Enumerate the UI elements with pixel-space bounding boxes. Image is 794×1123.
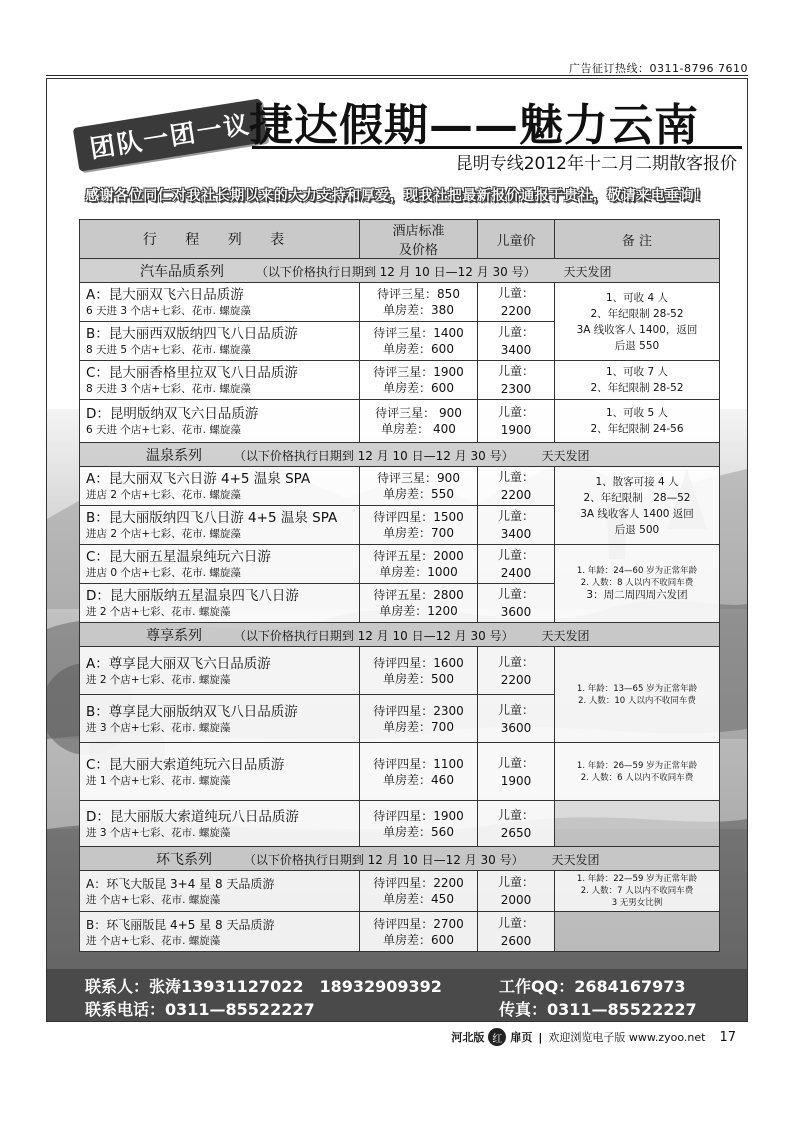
header-hotel [360,220,478,259]
route-name: C：昆大丽大索道纯玩六日品质游 [86,756,285,773]
route-desc: 进 2 个店+七彩、花市. 螺旋藻 [86,673,231,686]
remark-line: 后退 500 [614,523,660,536]
child-price: 2200 [500,672,532,687]
remark-line: 1、可收 5 人 [605,407,669,419]
table-row [80,743,720,801]
hotel-price: 待评四星：2300 [373,703,464,718]
route-desc: 8 天进 3 个店+七彩、花市. 螺旋藻 [86,383,251,395]
hotel-price: 待评四星：1600 [373,655,464,670]
route-desc: 6 天进 个店+七彩、花市. 螺旋藻 [86,424,241,436]
remark-line: 2. 人数：10 人以内不收同车费 [578,695,696,706]
single-supplement: 单房差：560 [383,824,454,839]
route-name: B：环飞丽版昆 4+5 星 8 天品质游 [86,917,275,932]
hotel-price: 待评三星：850 [377,287,460,301]
price-table [79,219,720,952]
child-label: 儿童： [497,755,534,770]
publication-logo-icon: 红 [488,1028,506,1046]
single-supplement: 单房差：600 [383,342,454,356]
child-label: 儿童： [497,915,534,930]
route-desc: 8 天进 5 个店+七彩、花市. 螺旋藻 [86,344,251,356]
hotel-price: 待评四星：2700 [373,916,464,931]
section-header [80,847,720,871]
child-price: 2600 [500,933,532,948]
table-row [80,361,720,400]
hotel-price: 待评四星：1100 [373,756,464,771]
hotel-price: 待评四星：1500 [373,510,464,524]
remark-line: 2、年纪限制 28-52 [590,382,684,394]
table-row [80,912,720,952]
route-name: C：昆大丽香格里拉双飞八日品质游 [86,365,298,381]
footer-page-name: 扉页 [510,1031,533,1044]
table-row [80,283,720,322]
section-depart: 天天发团 [541,448,590,463]
route-desc: 进 2 个店+七彩、花市. 螺旋藻 [86,606,231,618]
single-supplement: 单房差：1200 [379,604,458,618]
child-price: 2400 [500,566,532,580]
remark-cell [555,647,720,743]
hotel-price: 待评三星：1400 [373,326,464,340]
remark-line: 2. 人数：7 人以内不收同车费 [580,886,694,896]
child-label: 儿童： [497,587,534,601]
remark-cell [555,545,720,623]
section-depart: 天天发团 [551,852,600,867]
section-header [80,623,720,647]
section-depart: 天天发团 [563,264,612,279]
child-price: 3600 [500,720,532,735]
single-supplement: 单房差： 400 [381,422,456,436]
route-desc: 进 个店+七彩、花市. 螺旋藻 [86,894,221,906]
remark-line: 1、可收 4 人 [605,291,669,304]
route-name: A：环飞大版昆 3+4 星 8 天品质游 [86,877,275,891]
single-supplement: 单房差：700 [383,526,454,540]
route-name: A：昆大丽双飞六日游 4+5 温泉 SPA [86,471,311,487]
hotel-price: 待评三星：900 [377,471,460,485]
remark-line: 3A 线收客人 1400 返回 [580,507,694,520]
single-supplement: 单房差：450 [383,892,454,906]
remark-line: 1. 年龄：13—65 岁为正常年龄 [576,683,698,694]
footer-divider: | [538,1030,543,1044]
table-row [80,647,720,695]
child-label: 儿童： [497,405,534,419]
contact-person: 联系人：张涛13931127022 18932909392 [85,977,442,996]
contact-fax: 传真：0311—85522227 [499,1000,697,1019]
child-label: 儿童： [497,325,534,339]
child-price: 3600 [500,605,532,619]
route-desc: 进 个店+七彩、花市. 螺旋藻 [86,934,221,947]
hotel-price: 待评三星：1900 [373,365,464,379]
section-date-note: （以下价格执行日期到 12 月 10 日—12 月 30 号） [233,628,514,643]
contact-phone: 联系电话：0311—85522227 [85,1000,315,1019]
single-supplement: 单房差：550 [383,487,454,501]
child-label: 儿童： [497,702,534,717]
child-price: 1900 [500,423,532,437]
remark-line: 3：周二周四周六发团 [586,589,688,601]
single-supplement: 单房差：1000 [379,565,458,579]
route-desc: 进 1 个店+七彩、花市. 螺旋藻 [86,774,231,787]
footer-slogan[interactable]: 欢迎浏览电子版 www.zyoo.net [548,1031,706,1044]
page-number: 17 [719,1029,736,1045]
remark-line: 1. 年龄：26—59 岁为正常年龄 [576,760,698,771]
remark-cell [555,743,720,801]
contact-bar [47,969,747,1021]
remark-line: 后退 550 [614,339,660,352]
page-footer [451,1028,736,1046]
child-label: 儿童： [497,286,534,300]
header-hotel-line2: 及价格 [398,243,438,258]
section-name: 环飞系列 [156,851,212,868]
single-supplement: 单房差：500 [383,671,454,686]
child-price: 2300 [500,382,532,396]
section-date-note: （以下价格执行日期到 12 月 10 日—12 月 30 号） [233,448,514,463]
table-row [80,467,720,506]
remark-cell [555,283,720,361]
route-desc: 进 3 个店+七彩、花市. 螺旋藻 [86,826,231,839]
route-desc: 6 天进 3 个店+七彩、花市. 螺旋藻 [86,305,251,317]
page-title: 捷达假期——魅力云南 [249,100,699,151]
remark-line: 1、可收 7 人 [605,366,669,378]
single-supplement: 单房差：380 [383,303,454,317]
child-label: 儿童： [497,364,534,378]
remark-cell [555,400,720,443]
child-label: 儿童： [497,807,534,822]
route-desc: 进店 2 个店+七彩、花市. 螺旋藻 [86,528,241,540]
page-frame [46,78,748,1022]
section-name: 尊享系列 [146,627,202,644]
child-label: 儿童： [497,509,534,523]
remark-line: 2. 人数：6 人以内不收同车费 [580,772,694,783]
hotel-price: 待评五星：2800 [373,588,464,602]
child-price: 3400 [500,527,532,541]
remark-cell-empty [555,801,720,847]
header-route: 行 程 列 表 [80,220,360,259]
remark-line: 2、年纪限制 24-56 [590,423,684,435]
header-child: 儿童价 [478,220,555,259]
child-price: 2200 [500,304,532,318]
section-date-note: （以下价格执行日期到 12 月 10 日—12 月 30 号） [255,264,536,279]
header-remark: 备 注 [555,220,720,259]
child-price: 2650 [500,825,532,840]
remark-line: 3A 线收客人 1400，返回 [576,323,698,336]
remark-line: 2、年纪限制 28—52 [583,491,691,504]
single-supplement: 单房差：600 [383,932,454,947]
child-price: 2200 [500,488,532,502]
route-name: B：尊享昆大丽版纳双飞八日品质游 [86,703,298,720]
top-rule [46,75,748,76]
route-name: A：昆大丽双飞六日品质游 [86,287,244,303]
hotel-price: 待评五星：2000 [373,549,464,563]
table-row [80,545,720,584]
remark-line: 1. 年龄：22—59 岁为正常年龄 [576,874,698,884]
section-header [80,443,720,467]
table-row [80,871,720,912]
child-label: 儿童： [497,654,534,669]
page-subtitle: 昆明专线2012年十二月二期散客报价 [455,154,737,174]
child-price: 1900 [500,773,532,788]
single-supplement: 单房差：460 [383,772,454,787]
child-label: 儿童： [497,548,534,562]
route-desc: 进店 2 个店+七彩、花市. 螺旋藻 [86,489,241,501]
section-header [80,259,720,283]
contact-qq: 工作QQ：2684167973 [499,977,686,996]
section-name: 汽车品质系列 [140,263,224,280]
route-name: D：昆大丽版大索道纯玩八日品质游 [86,808,299,825]
child-price: 2000 [500,893,532,907]
route-desc: 进 3 个店+七彩、花市. 螺旋藻 [86,721,231,734]
route-name: D：昆大丽版纳五星温泉四飞八日游 [86,588,299,604]
single-supplement: 单房差：600 [383,381,454,395]
remark-line: 2、年纪限制 28-52 [590,307,684,320]
hotel-price: 待评三星： 900 [375,406,462,420]
route-desc: 进店 0 个店+七彩、花市. 螺旋藻 [86,567,241,579]
table-row [80,801,720,847]
route-name: D：昆明版纳双飞六日品质游 [86,406,259,422]
remark-line: 1、散客可接 4 人 [595,475,679,488]
header-hotel-line1: 酒店标准 [392,224,445,239]
table-header [80,220,720,259]
child-price: 3400 [500,343,532,357]
route-name: B：昆大丽西双版纳四飞八日品质游 [86,326,298,342]
section-name: 温泉系列 [146,447,202,464]
thanks-banner: 感谢各位同仁对我社长期以来的大力支持和厚爱，现我社把最新报价通报于贵社，敬请来电垂询！ [47,183,747,207]
remark-cell [555,871,720,912]
remark-line: 3 无男女比例 [611,898,663,908]
hotel-price: 待评四星：2200 [373,876,464,890]
route-name: A：尊享昆大丽双飞六日品质游 [86,655,271,672]
team-stamp: 团队一团一议 [73,98,268,171]
remark-cell-empty [555,912,720,952]
section-depart: 天天发团 [541,628,590,643]
remark-cell [555,361,720,400]
table-row [80,400,720,443]
footer-edition: 河北版 [451,1031,485,1044]
single-supplement: 单房差：700 [383,719,454,734]
child-label: 儿童： [497,875,534,889]
remark-line: 1. 年龄：24—60 岁为正常年龄 [576,566,698,576]
route-name: B：昆大丽版纳四飞八日游 4+5 温泉 SPA [86,510,338,526]
remark-line: 2. 人数：8 人以内不收同车费 [580,578,694,588]
section-date-note: （以下价格执行日期到 12 月 10 日—12 月 30 号） [243,852,524,867]
remark-cell [555,467,720,545]
hotel-price: 待评四星：1900 [373,808,464,823]
ad-hotline: 广告征订热线：0311-8796 7610 [569,62,748,75]
route-name: C：昆大丽五星温泉纯玩六日游 [86,549,271,565]
child-label: 儿童： [497,470,534,484]
